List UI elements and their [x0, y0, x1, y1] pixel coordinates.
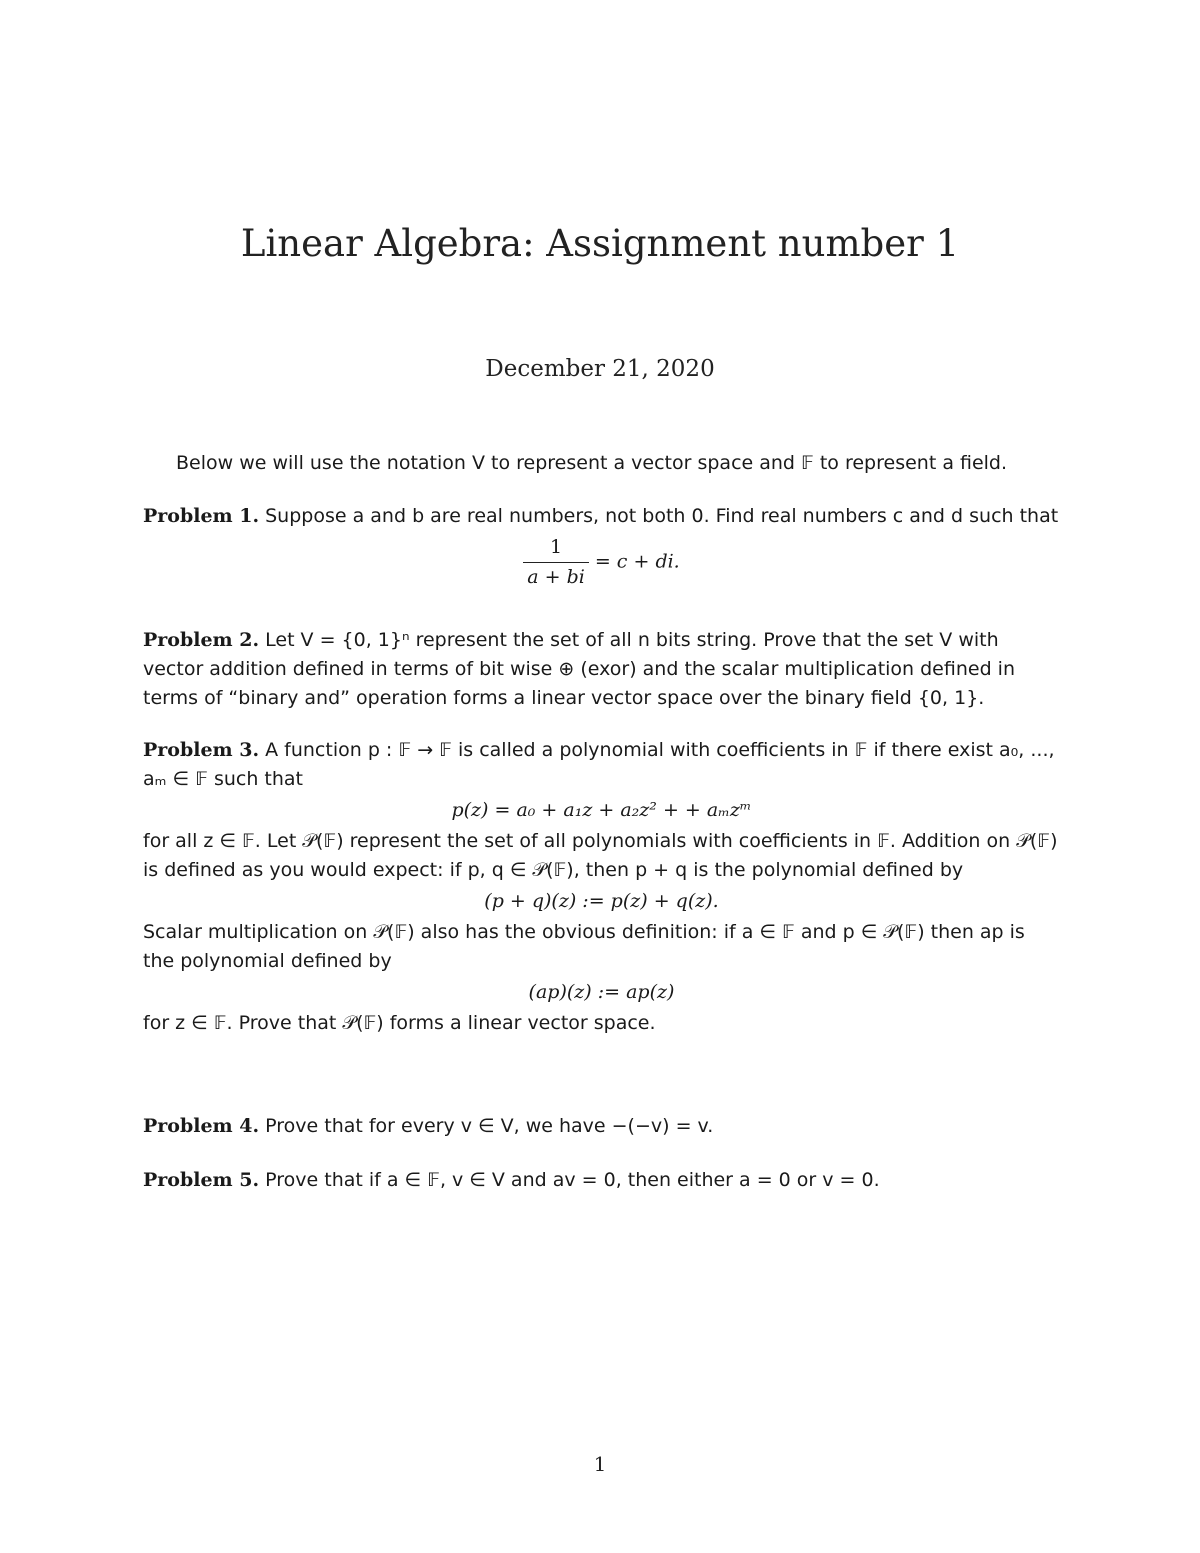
problem-4: [143, 1112, 1060, 1141]
problem-3-scalar-equation: (ap)(z) := ap(z): [528, 981, 675, 1003]
page-number: 1: [593, 1452, 607, 1476]
problem-2-text: Let V = {0, 1}ⁿ represent the set of all n bits string. Prove that the set V with vector addition defined in terms of bit wise ⊕ (exor) and the scalar multiplication defined in terms of “binary and” operation forms a linear vector space over the binary field {0, 1}.: [143, 629, 1015, 709]
problem-3-conclusion: for z ∈ 𝔽. Prove that 𝒫(𝔽) forms a linear vector space.: [143, 1012, 656, 1034]
problem-3: [143, 736, 1060, 1038]
fraction-numerator: 1: [550, 536, 563, 558]
problem-3-addition-text: for all z ∈ 𝔽. Let 𝒫(𝔽) represent the set of all polynomials with coefficients in 𝔽. Addition on 𝒫(𝔽) is defined as you would expect: if p, q ∈ 𝒫(𝔽), then p + q is the polynomial defined by: [143, 830, 1058, 881]
problem-1-text: Suppose a and b are real numbers, not both 0. Find real numbers c and d such that: [265, 505, 1059, 527]
fraction-denominator: a + bi: [523, 562, 589, 592]
problem-1-label: Problem 1.: [143, 505, 260, 527]
problem-3-addition-equation: (p + q)(z) := p(z) + q(z).: [484, 890, 719, 912]
problem-3-scalar-text: Scalar multiplication on 𝒫(𝔽) also has the obvious definition: if a ∈ 𝔽 and p ∈ 𝒫(𝔽) then ap is the polynomial defined by: [143, 921, 1025, 972]
problem-3-text: A function p : 𝔽 → 𝔽 is called a polynomial with coefficients in 𝔽 if there exist a₀, ..., aₘ ∈ 𝔽 such that: [143, 739, 1055, 790]
problem-3-polynomial-equation: p(z) = a₀ + a₁z + a₂z² + + aₘzᵐ: [451, 799, 752, 821]
document-date: December 21, 2020: [485, 356, 715, 382]
problem-2-label: Problem 2.: [143, 629, 260, 651]
equation-rhs: = c + di.: [594, 550, 680, 573]
fraction: [523, 533, 589, 592]
problem-3-label: Problem 3.: [143, 739, 260, 761]
document-title: Linear Algebra: Assignment number 1: [240, 222, 960, 265]
problem-1-equation: [143, 533, 1060, 592]
problem-2: [143, 626, 1060, 713]
problem-5-label: Problem 5.: [143, 1169, 260, 1191]
intro-paragraph: Below we will use the notation V to represent a vector space and 𝔽 to represent a field.: [176, 452, 1008, 474]
problem-4-text: Prove that for every v ∈ V, we have −(−v) = v.: [265, 1115, 714, 1137]
problem-5-text: Prove that if a ∈ 𝔽, v ∈ V and av = 0, then either a = 0 or v = 0.: [265, 1169, 880, 1191]
problem-5: [143, 1166, 1060, 1195]
problem-4-label: Problem 4.: [143, 1115, 260, 1137]
problem-1: [143, 502, 1060, 594]
